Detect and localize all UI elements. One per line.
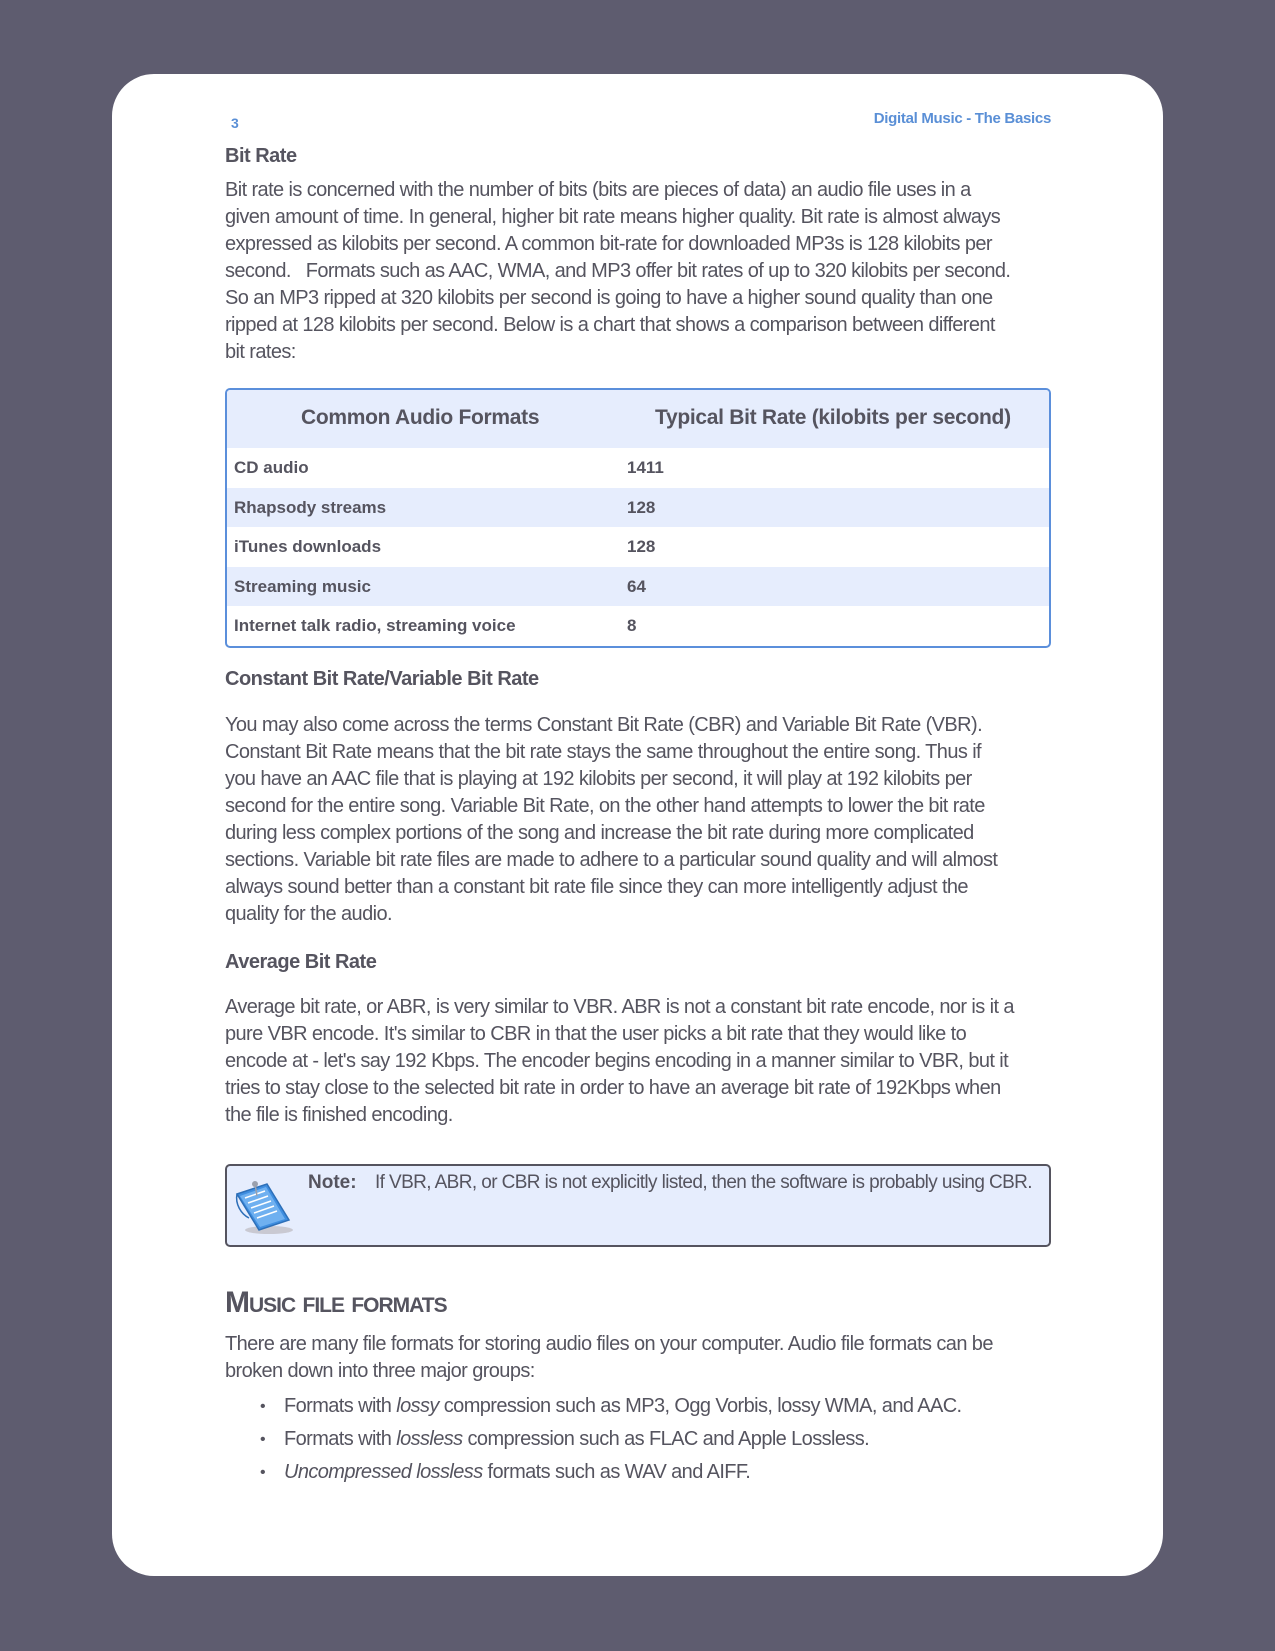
table-cell-format: iTunes downloads bbox=[234, 537, 382, 556]
format-groups-list bbox=[260, 1390, 962, 1489]
list-item: • Formats with lossy compression such as MP3, Ogg Vorbis, lossy WMA, and AAC. bbox=[260, 1390, 962, 1423]
cbr-vbr-paragraph: You may also come across the terms Constant Bit Rate (CBR) and Variable Bit Rate (VBR). Constant Bit Rate means that the bit rate stays the same throughout the entire song. Thus if you have an AAC file that is playing at 192 kilobits per second, it will play at 192 kilobits per second for the entire song. Variable Bit Rate, on the other hand attempts to lower the bit rate during less complex portions of the song and increase the bit rate during more complicated sections. Variable bit rate files are made to adhere to a particular sound quality and will almost always sound better than a constant bit rate file since they can more intelligently adjust the quality for the audio. bbox=[225, 714, 998, 925]
table-row bbox=[227, 448, 1049, 488]
running-head: Digital Music - The Basics bbox=[873, 110, 1051, 127]
list-item: • Uncompressed lossless formats such as WAV and AIFF. bbox=[260, 1456, 962, 1489]
note-paper-icon bbox=[231, 1174, 297, 1236]
note-label: Note: bbox=[308, 1172, 357, 1193]
note-text: If VBR, ABR, or CBR is not explicitly listed, then the software is probably using CBR. bbox=[375, 1172, 1032, 1193]
table-row bbox=[227, 527, 1049, 567]
cbr-vbr-heading: Constant Bit Rate/Variable Bit Rate bbox=[225, 668, 539, 690]
table-cell-format: CD audio bbox=[234, 458, 309, 477]
table-cell-rate: 8 bbox=[627, 616, 637, 635]
table-header-rate: Typical Bit Rate (kilobits per second) bbox=[655, 406, 1011, 429]
table-cell-rate: 1411 bbox=[627, 458, 664, 477]
table-cell-rate: 64 bbox=[627, 576, 646, 596]
bit-rate-heading: Bit Rate bbox=[225, 145, 297, 167]
table-cell-format: Streaming music bbox=[234, 576, 371, 596]
abr-heading: Average Bit Rate bbox=[225, 951, 377, 973]
table-cell-rate: 128 bbox=[627, 497, 656, 517]
table-header-row bbox=[227, 390, 1049, 448]
music-file-formats-heading: Music file formats bbox=[225, 1286, 447, 1319]
bit-rate-paragraph: Bit rate is concerned with the number of bits (bits are pieces of data) an audio file uses in a given amount of time. In general, higher bit rate means higher quality. Bit rate is almost always expressed as kilobits per second. A common bit-rate for downloaded MP3s is 128 kilobits per second. Formats such as AAC, WMA, and MP3 offer bit rates of up to 320 kilobits per second. So an MP3 ripped at 320 kilobits per second is going to have a higher sound quality than one ripped at 128 kilobits per second. Below is a chart that shows a comparison between different bit rates: bbox=[225, 179, 1011, 363]
table-cell-rate: 128 bbox=[627, 537, 656, 556]
note-callout bbox=[225, 1164, 1051, 1247]
table-cell-format: Internet talk radio, streaming voice bbox=[234, 616, 516, 635]
table-cell-format: Rhapsody streams bbox=[234, 497, 387, 517]
list-item: • Formats with lossless compression such as FLAC and Apple Lossless. bbox=[260, 1423, 962, 1456]
document-page bbox=[112, 74, 1163, 1576]
music-file-formats-paragraph: There are many file formats for storing audio files on your computer. Audio file formats can be broken down into three major groups: bbox=[225, 1333, 993, 1382]
bit-rate-table bbox=[225, 388, 1051, 648]
abr-paragraph: Average bit rate, or ABR, is very similar to VBR. ABR is not a constant bit rate encode, nor is it a pure VBR encode. It's similar to CBR in that the user picks a bit rate that they would like to encode at - let's say 192 Kbps. The encoder begins encoding in a manner similar to VBR, but it tries to stay close to the selected bit rate in order to have an average bit rate of 192Kbps when the file is finished encoding. bbox=[225, 996, 1014, 1126]
table-row bbox=[227, 606, 1049, 646]
page-number: 3 bbox=[231, 115, 239, 131]
table-row bbox=[227, 567, 1049, 607]
table-header-format: Common Audio Formats bbox=[301, 406, 540, 429]
table-row bbox=[227, 488, 1049, 528]
